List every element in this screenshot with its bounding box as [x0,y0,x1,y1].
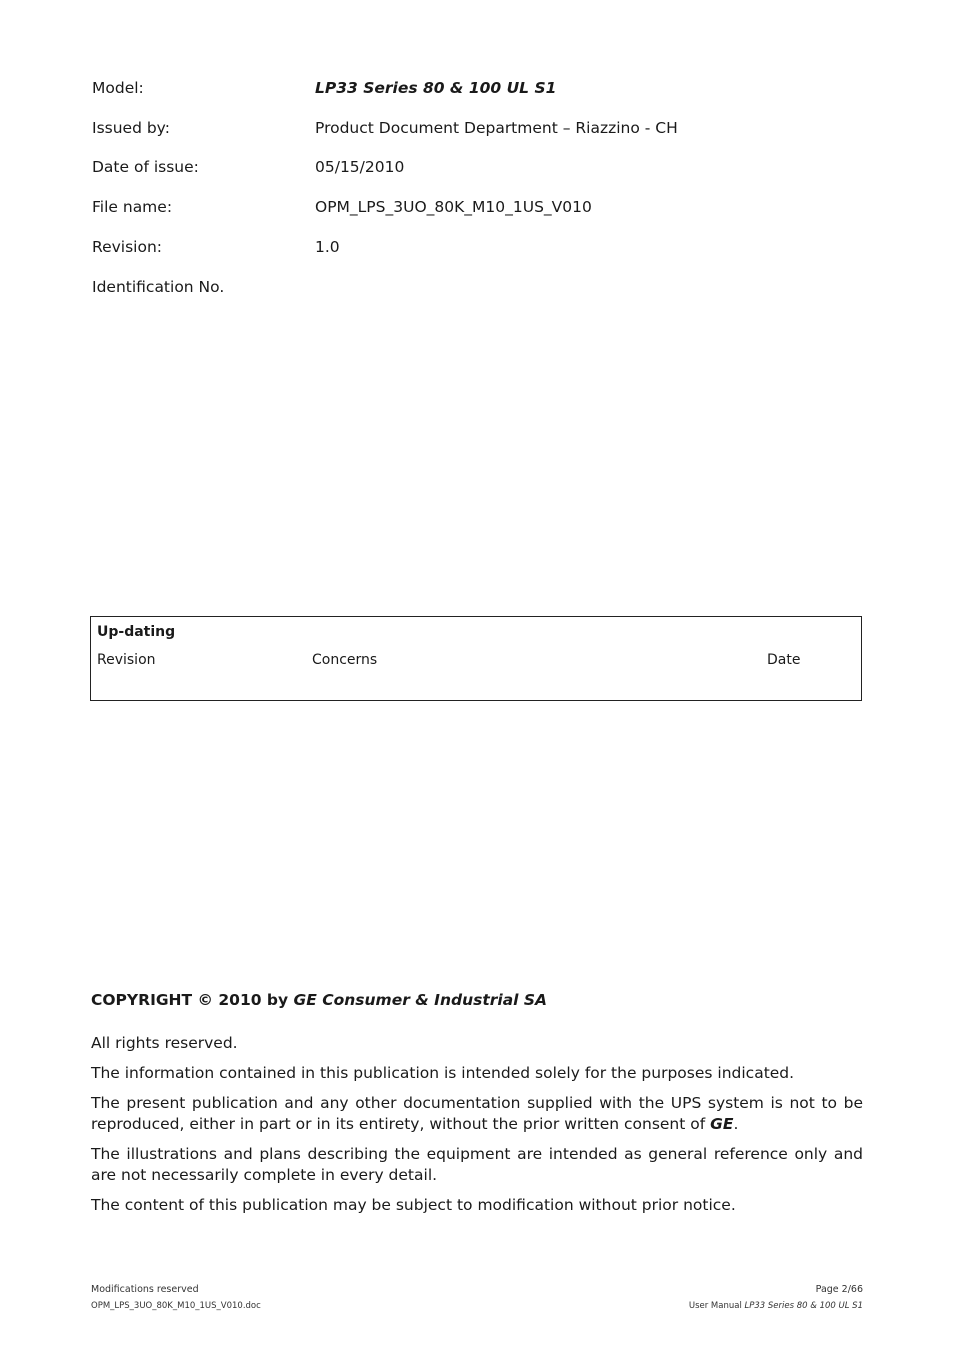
footer-filename: OPM_LPS_3UO_80K_M10_1US_V010.doc [91,1301,261,1311]
footer-manual-prefix: User Manual [688,1301,745,1311]
footer-manual [689,1301,863,1311]
updating-table [90,616,862,701]
updating-col-concerns: Concerns [312,652,378,668]
issued-label: Issued by: [92,119,170,137]
reproduction-end: . [733,1115,739,1133]
paragraph-illustrations: The illustrations and plans describing the equipment are intended as general reference only and are not necessarily complete in every detail. [91,1145,863,1184]
copyright-company: GE Consumer & Industrial SA [293,991,548,1009]
paragraph-modification: The content of this publication may be subject to modification without prior notice. [91,1196,736,1214]
file-value: OPM_LPS_3UO_80K_M10_1US_V010 [315,198,592,216]
date-value: 05/15/2010 [315,158,405,176]
footer-modifications: Modifications reserved [91,1284,199,1295]
reproduction-text: The present publication and any other documentation supplied with the UPS system is not to be reproduced, either in part or in its entirety, without the prior written consent of [91,1094,863,1133]
paragraph-rights: All rights reserved. [91,1034,238,1052]
copyright-prefix: COPYRIGHT © 2010 by [91,991,294,1009]
paragraph-reproduction [91,1093,863,1135]
revision-value: 1.0 [315,238,340,256]
updating-col-revision: Revision [97,652,156,668]
revision-label: Revision: [92,238,162,256]
model-label: Model: [92,79,144,97]
date-label: Date of issue: [92,158,199,176]
model-value: LP33 Series 80 & 100 UL S1 [315,79,557,97]
file-label: File name: [92,198,173,216]
updating-title: Up-dating [97,624,176,640]
identification-label: Identification No. [92,278,225,296]
copyright-heading [91,991,547,1009]
reproduction-brand: GE [710,1115,734,1133]
updating-col-date: Date [767,652,801,668]
issued-value: Product Document Department – Riazzino - CH [315,119,678,137]
footer-page-number: Page 2/66 [815,1284,863,1295]
paragraph-information: The information contained in this publication is intended solely for the purposes indicated. [91,1064,795,1082]
footer-manual-model: LP33 Series 80 & 100 UL S1 [744,1301,863,1311]
